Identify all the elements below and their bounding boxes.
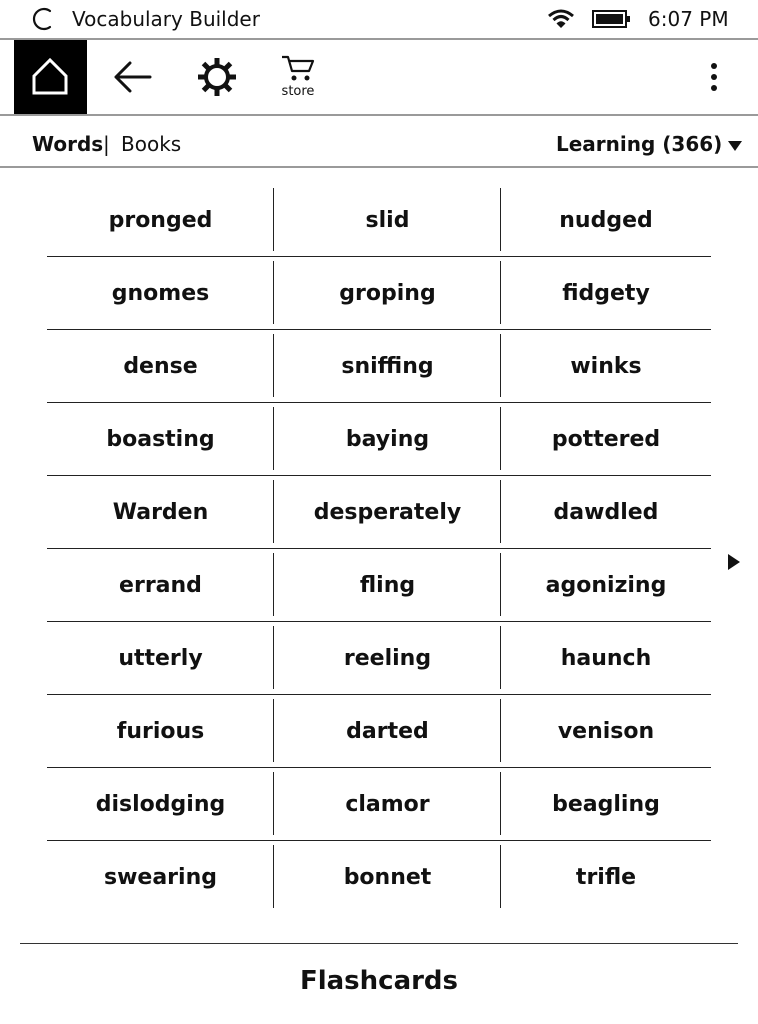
home-button[interactable] xyxy=(14,40,87,114)
column-divider xyxy=(500,188,501,251)
word-item[interactable]: pottered xyxy=(551,427,661,452)
word-row xyxy=(47,184,711,257)
column-divider xyxy=(500,626,501,689)
word-item[interactable]: clamor xyxy=(345,792,430,817)
column-divider xyxy=(500,699,501,762)
word-row xyxy=(47,768,711,841)
store-button[interactable] xyxy=(268,40,328,114)
column-divider xyxy=(273,845,274,908)
tab-words[interactable]: Words xyxy=(32,132,104,156)
word-item[interactable]: fling xyxy=(359,573,416,598)
word-item[interactable]: Warden xyxy=(112,500,209,525)
column-divider xyxy=(500,407,501,470)
word-row xyxy=(47,695,711,768)
sync-spinner-icon xyxy=(30,6,56,32)
word-item[interactable]: dawdled xyxy=(553,500,659,525)
word-item[interactable]: utterly xyxy=(118,646,203,671)
word-item[interactable]: sniffing xyxy=(341,354,434,379)
flashcards-button[interactable]: Flashcards xyxy=(299,966,459,996)
dropdown-triangle-icon xyxy=(728,141,742,151)
word-item[interactable]: gnomes xyxy=(111,281,210,306)
word-item[interactable]: haunch xyxy=(560,646,652,671)
word-item[interactable]: baying xyxy=(345,427,430,452)
home-icon xyxy=(30,56,70,96)
word-row xyxy=(47,549,711,622)
word-item[interactable]: boasting xyxy=(106,427,215,452)
toolbar xyxy=(0,40,758,116)
word-row xyxy=(47,330,711,403)
word-item[interactable]: winks xyxy=(570,354,642,379)
settings-gear-icon xyxy=(196,56,238,98)
column-divider xyxy=(500,772,501,835)
back-button[interactable] xyxy=(100,40,166,114)
dropdown-label: Learning (366) xyxy=(556,132,723,156)
battery-icon xyxy=(592,9,632,29)
word-item[interactable]: trifle xyxy=(575,865,637,890)
next-page-arrow-icon[interactable] xyxy=(722,550,746,574)
app-title: Vocabulary Builder xyxy=(72,7,260,31)
wifi-icon xyxy=(546,8,576,30)
column-divider xyxy=(273,261,274,324)
word-item[interactable]: errand xyxy=(119,573,202,598)
word-item[interactable]: venison xyxy=(557,719,655,744)
word-item[interactable]: dense xyxy=(123,354,198,379)
column-divider xyxy=(273,772,274,835)
word-item[interactable]: agonizing xyxy=(545,573,667,598)
column-divider xyxy=(273,699,274,762)
divider xyxy=(20,943,738,944)
column-divider xyxy=(273,553,274,616)
column-divider xyxy=(500,480,501,543)
filter-bar xyxy=(0,116,758,168)
more-menu-icon xyxy=(706,62,722,92)
word-item[interactable]: darted xyxy=(346,719,429,744)
learning-filter-dropdown[interactable] xyxy=(556,132,742,156)
word-item[interactable]: pronged xyxy=(108,208,213,233)
status-bar xyxy=(0,0,758,40)
store-label: store xyxy=(281,84,315,99)
column-divider xyxy=(500,845,501,908)
word-item[interactable]: swearing xyxy=(104,865,217,890)
word-row xyxy=(47,841,711,914)
word-item[interactable]: fidgety xyxy=(562,281,650,306)
word-item[interactable]: reeling xyxy=(343,646,432,671)
word-item[interactable]: desperately xyxy=(313,500,462,525)
column-divider xyxy=(500,261,501,324)
word-item[interactable]: nudged xyxy=(559,208,653,233)
clock-time: 6:07 PM xyxy=(648,7,729,31)
word-row xyxy=(47,476,711,549)
word-item[interactable]: furious xyxy=(116,719,205,744)
tab-books[interactable]: Books xyxy=(121,132,182,156)
word-row xyxy=(47,257,711,330)
tab-separator: | xyxy=(103,132,110,156)
store-cart-icon xyxy=(280,54,316,84)
column-divider xyxy=(273,188,274,251)
word-grid xyxy=(47,184,711,914)
word-item[interactable]: dislodging xyxy=(95,792,226,817)
word-item[interactable]: groping xyxy=(339,281,436,306)
word-row xyxy=(47,622,711,695)
more-menu-button[interactable] xyxy=(694,40,734,114)
column-divider xyxy=(273,480,274,543)
word-item[interactable]: slid xyxy=(365,208,410,233)
word-item[interactable]: bonnet xyxy=(343,865,432,890)
column-divider xyxy=(273,334,274,397)
column-divider xyxy=(500,334,501,397)
column-divider xyxy=(500,553,501,616)
word-item[interactable]: beagling xyxy=(552,792,660,817)
word-row xyxy=(47,403,711,476)
settings-button[interactable] xyxy=(182,40,252,114)
column-divider xyxy=(273,407,274,470)
back-arrow-icon xyxy=(112,58,154,96)
column-divider xyxy=(273,626,274,689)
